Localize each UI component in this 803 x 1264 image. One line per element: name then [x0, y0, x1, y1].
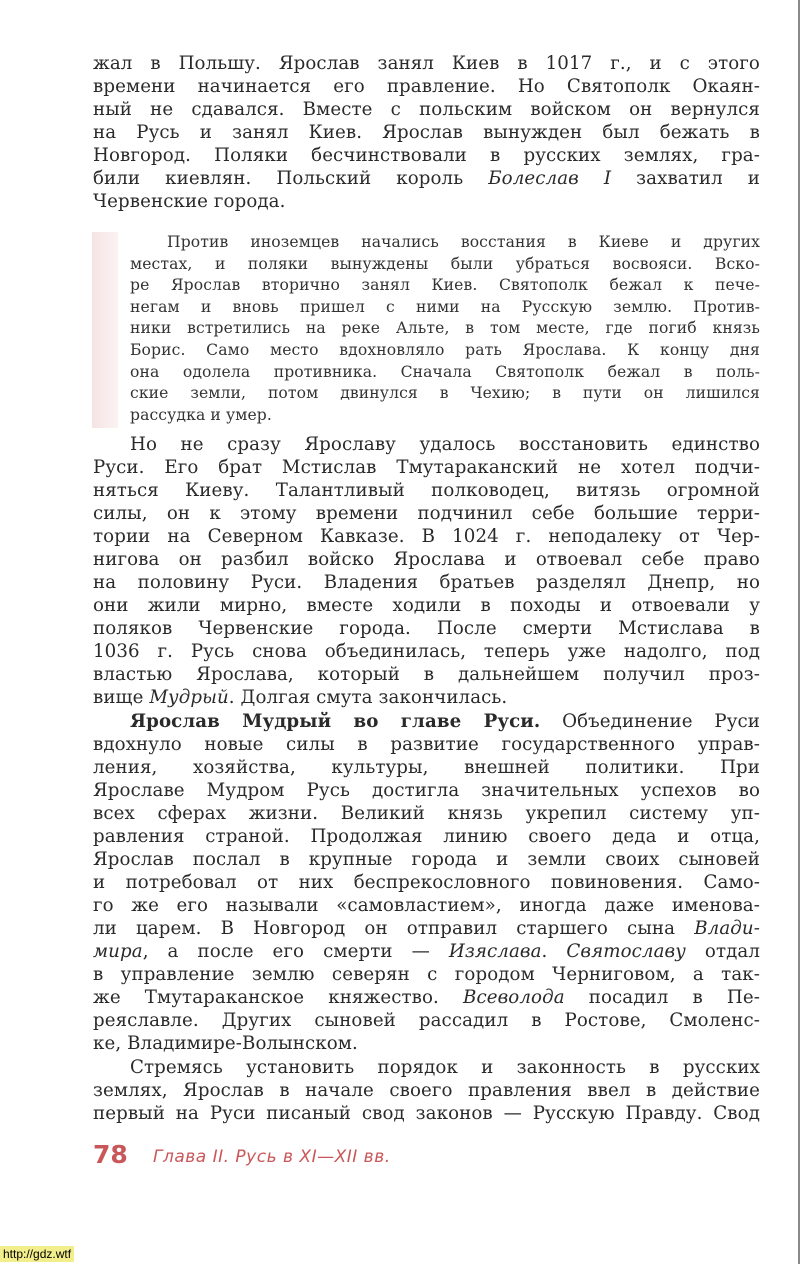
text-segment: захватил и: [611, 168, 760, 189]
text-segment: жал в Польшу. Ярослав занял Киев в 1017 г., и с этого: [93, 53, 760, 74]
text-line: [93, 848, 760, 871]
text-line: [93, 1032, 760, 1055]
text-line: [93, 190, 760, 213]
text-line: [130, 232, 760, 254]
text-line: [93, 756, 760, 779]
text-segment: равления страной. Продолжая линию своего деда и отца,: [93, 826, 760, 847]
text-line: [93, 802, 760, 825]
text-segment: посадил в Пе-: [564, 987, 760, 1008]
text-segment: 1036 г. Русь снова объединилась, теперь уже надолго, под: [93, 641, 760, 662]
italic-name-text: Мудрый: [149, 687, 229, 708]
text-segment: ли царем. В Новгород он отправил старшего сына: [93, 918, 695, 939]
italic-name-text: Влади-: [694, 918, 760, 939]
text-line: [130, 254, 760, 276]
text-segment: Ярославе Мудром Русь достигла значительных успехов во: [93, 780, 760, 801]
text-segment: ления, хозяйства, культуры, внешней политики. При: [93, 757, 760, 778]
text-segment: в управление землю северян с городом Черниговом, а так-: [93, 964, 760, 985]
text-segment: ный не сдавался. Вместе с польским войском он вернулся: [93, 99, 760, 120]
paragraph: [93, 710, 760, 1055]
text-line: [130, 383, 760, 405]
text-segment: няться Киеву. Талантливый полководец, витязь огромной: [93, 480, 760, 501]
text-line: [130, 405, 760, 427]
text-segment: рассудка и умер.: [130, 405, 272, 424]
text-line: [93, 121, 760, 144]
text-line: [93, 963, 760, 986]
italic-name-text: Болеслав I: [488, 168, 612, 189]
text-segment: ке, Владимире-Волынском.: [93, 1033, 358, 1054]
text-line: [93, 456, 760, 479]
text-segment: го же его называли «самовластием», иногда даже именова-: [93, 895, 760, 916]
text-segment: на половину Руси. Владения братьев разделял Днепр, но: [93, 572, 760, 593]
text-segment: на Русь и занял Киев. Ярослав вынужден был бежать в: [93, 122, 760, 143]
text-segment: вище: [93, 687, 150, 708]
aside-paragraph: [130, 232, 760, 426]
text-segment: Червенские города.: [93, 191, 286, 212]
text-segment: негам и вновь пришел с ними на Русскую землю. Против-: [130, 297, 760, 316]
paragraph: [93, 1056, 760, 1125]
text-line: [130, 362, 760, 384]
text-line: [93, 1102, 760, 1125]
text-line: [93, 479, 760, 502]
text-line: [93, 144, 760, 167]
text-segment: ники встретились на реке Альте, в том месте, где погиб князь: [130, 319, 760, 338]
text-segment: отдал: [685, 941, 760, 962]
text-segment: вдохнуло новые силы в развитие государственного управ-: [93, 734, 760, 755]
text-line: [93, 1056, 760, 1079]
text-line: [93, 52, 760, 75]
text-segment: силы, он к этому времени подчинил себе большие терри-: [93, 503, 760, 524]
text-line: [93, 825, 760, 848]
text-line: [93, 779, 760, 802]
text-line: [93, 571, 760, 594]
text-segment: Стремясь установить порядок и законность в русских: [130, 1057, 760, 1078]
text-segment: , а после его смерти —: [142, 941, 449, 962]
paragraph: [93, 433, 760, 709]
text-segment: .: [541, 941, 567, 962]
text-line: [93, 640, 760, 663]
text-segment: всех сферах жизни. Великий князь укрепил систему уп-: [93, 803, 760, 824]
text-line: [93, 663, 760, 686]
text-line: [93, 525, 760, 548]
text-line: [93, 733, 760, 756]
text-segment: они жили мирно, вместе ходили в походы и отвоевали у: [93, 595, 760, 616]
text-segment: реяславле. Других сыновей рассадил в Ростове, Смоленс-: [93, 1010, 760, 1031]
text-line: [93, 1009, 760, 1032]
page-number: 78: [93, 1140, 128, 1169]
text-segment: она одолела противника. Сначала Святополк бежал в поль-: [130, 362, 760, 381]
text-segment: властью Ярослава, который в дальнейшем получил проз-: [93, 664, 760, 685]
text-segment: первый на Руси писаный свод законов — Русскую Правду. Свод: [93, 1103, 760, 1124]
bold-heading-text: Ярослав Мудрый во главе Руси.: [130, 711, 541, 732]
text-line: [93, 617, 760, 640]
italic-name-text: Святославу: [566, 941, 686, 962]
text-segment: Объединение Руси: [540, 711, 761, 732]
text-line: [93, 75, 760, 98]
text-line: [93, 894, 760, 917]
chapter-title: Глава II. Русь в XI—XII вв.: [153, 1147, 391, 1167]
text-line: [93, 433, 760, 456]
text-segment: ре Ярослав вторично занял Киев. Святополк бежал к пече-: [130, 276, 760, 295]
italic-name-text: Изяслава: [448, 941, 542, 962]
text-line: [93, 1079, 760, 1102]
text-line: [93, 167, 760, 190]
watermark-link[interactable]: http://gdz.wtf: [0, 1246, 74, 1262]
paragraph: [93, 52, 760, 213]
text-line: [93, 917, 760, 940]
text-line: [130, 275, 760, 297]
italic-name-text: мира: [93, 941, 143, 962]
text-segment: Ярослав послал в крупные города и земли своих сыновей: [93, 849, 760, 870]
text-segment: же Тмутараканское княжество.: [93, 987, 463, 1008]
text-line: [93, 548, 760, 571]
text-segment: местах, и поляки вынуждены были убраться восвояси. Вско-: [130, 254, 760, 273]
text-line: [93, 594, 760, 617]
text-segment: били киевлян. Польский король: [93, 168, 489, 189]
text-segment: и потребовал от них беспрекословного повиновения. Само-: [93, 872, 760, 893]
text-segment: Против иноземцев начались восстания в Киеве и других: [167, 233, 760, 251]
text-segment: Новгород. Поляки бесчинствовали в русских землях, гра-: [93, 145, 760, 166]
text-line: [93, 986, 760, 1009]
text-segment: Руси. Его брат Мстислав Тмутараканский не хотел подчи-: [93, 457, 760, 478]
text-segment: Борис. Само место вдохновляло рать Ярослава. К концу дня: [130, 340, 760, 359]
text-line: [93, 502, 760, 525]
text-segment: времени начинается его правление. Но Святополк Окаян-: [93, 76, 760, 97]
text-line: [93, 940, 760, 963]
text-line: [130, 340, 760, 362]
text-line: [130, 297, 760, 319]
text-line: [130, 318, 760, 340]
text-line: [93, 710, 760, 733]
text-segment: поляков Червенские города. После смерти Мстислава в: [93, 618, 760, 639]
text-line: [93, 98, 760, 121]
page-edge: [798, 0, 800, 1264]
text-segment: нигова он разбил войско Ярослава и отвоевал себе право: [93, 549, 760, 570]
text-segment: землях, Ярослав в начале своего правления ввел в действие: [93, 1080, 760, 1101]
text-line: [93, 686, 760, 709]
sidebar-highlight-stripe: [92, 232, 118, 428]
italic-name-text: Всеволода: [463, 987, 565, 1008]
text-line: [93, 871, 760, 894]
text-segment: Но не сразу Ярославу удалось восстановить единство: [130, 434, 760, 455]
text-segment: ские земли, потом двинулся в Чехию; в пути он лишился: [130, 384, 760, 403]
text-segment: тории на Северном Кавказе. В 1024 г. неподалеку от Чер-: [93, 526, 760, 547]
text-segment: . Долгая смута закончилась.: [228, 687, 508, 708]
